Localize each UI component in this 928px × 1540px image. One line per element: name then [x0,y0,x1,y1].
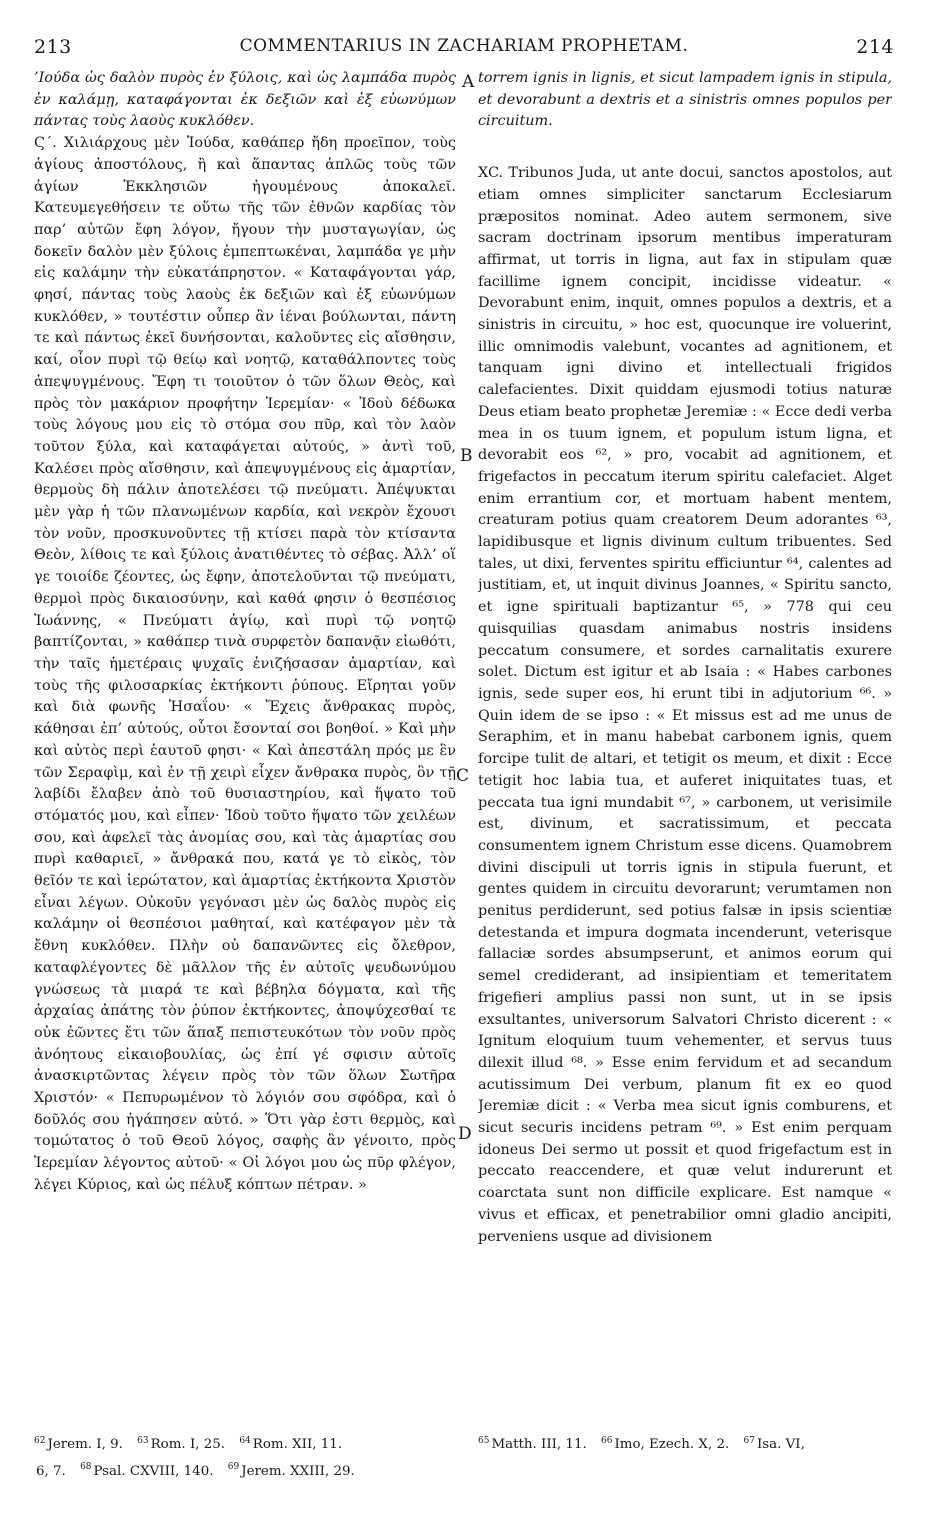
page-number-right: 214 [856,36,894,58]
greek-lemma: ’Ιούδα ὡς δαλὸν πυρὸς ἐν ξύλοις, καὶ ὡς λαμπάδα πυρὸς ἐν καλάμῃ, καταφάγονται ἐκ δεξιῶν καὶ ἐξ εὐωνύμων πάντας τοὺς λαοὺς κυκλόθεν. [34,70,456,130]
page-number-left: 213 [34,36,72,58]
footnote: $^{63}$ Rom. I, 25. [137,1436,226,1453]
greek-commentary: Ϛ΄. Χιλιάρχους μὲν Ἰούδα, καθάπερ ἤδη προεῖπον, τοὺς ἁγίους ἀποστόλους, ἢ καὶ ἅπαντας ἁπλῶς τοὺς τῶν ἁγίων Ἐκκλησιῶν ἡγουμένους ἀποκαλεῖ. Κατευμεγεθήσειν τε οὕτω τῆς τῶν ἐθνῶν καρδίας τὸν παρ’ αὐτῶν ἔφη λόγον, ἤγουν τὴν μυσταγωγίαν, ὡς δοκεῖν δαλὸν μὲν ξύλοις ἐμπεπτωκέναι, λαμπάδα γε μὴν εἰς καλάμην τὴν εὐκατάπρηστον. « Καταφάγονται γάρ, φησί, πάντας τοὺς λαοὺς ἐκ δεξιῶν καὶ ἐξ εὐωνύμων κυκλόθεν, » τουτέστιν οὗπερ ἂν ἱέναι βούλωνται, πάντη τε καὶ πάντως ἐκεῖ δυνήσονται, καλοῦντες εἰς αἴσθησιν, καί, οἷον πυρὶ τῷ θείῳ καὶ νοητῷ, καταθάλποντες τοὺς ἀπεψυγμένους. Ἔφη τι τοιοῦτον ὁ τῶν ὅλων Θεὸς, καὶ πρὸς τὸν μακάριον προφήτην Ἱερεμίαν· « Ἰδοὺ δέδωκα τοὺς λόγους μου εἰς τὸ στόμα σου πῦρ, καὶ τὸν λαὸν τοῦτον ξύλα, καὶ καταφάγεται αὐτούς, » ἀντὶ τοῦ, Καλέσει πρὸς αἴσθησιν, καὶ ἀπεψυγμένους εἰς ἁμαρτίαν, θερμοὺς δὴ πάλιν ἀποτελέσει τῷ πνεύματι. Ἀπέψυκται μὲν γὰρ ἡ τῶν πλανωμένων καρδία, καὶ νεκρὸν ἔχουσι τὸν νοῦν, προσκυνοῦντες τῇ κτίσει παρὰ τὸν κτίσαντα Θεὸν, λίθοις τε καὶ ξύλοις ἀνατιθέντες τὸ σέβας. Ἀλλ’ οἵ γε τοιοίδε ζέοντες, ὡς ἔφην, ἀποτελοῦνται τῷ πνεύματι, θερμοὶ πρὸς δικαιοσύνην, καὶ καθά φησιν ὁ θεσπέσιος Ἰωάννης, « Πνεύματι ἁγίῳ, καὶ πυρὶ τῷ νοητῷ βαπτίζονται, » καθάπερ τινὰ συρφετὸν δαπανᾷν εἰωθότι, τὴν ταῖς ἡμετέραις ψυχαῖς ἐνιζήσασαν ἁμαρτίαν, καὶ τοὺς τῆς φιλοσαρκίας ἐκτήκοντι ῥύπους. Εἴρηται γοῦν καὶ διὰ φωνῆς Ἡσαΐου· « Ἔχεις ἄνθρακας πυρὸς, κάθησαι ἐπ’ αὐτούς, οὗτοι ἔσονταί σοι βοηθοί. » Καὶ μὴν καὶ αὐτὸς περὶ ἑαυτοῦ φησι· « Καὶ ἀπεστάλη πρός με ἓν τῶν Σεραφὶμ, καὶ ἐν τῇ χειρὶ εἶχεν ἄνθρακα πυρὸς, ὃν τῇ λαβίδι ἔλαβεν ἀπὸ τοῦ θυσιαστηρίου, καὶ ἥψατο τοῦ στόματός μου, καὶ εἶπεν· Ἰδοὺ τοῦτο ἥψατο τῶν χειλέων σου, καὶ ἀφελεῖ τὰς ἀνομίας σου, καὶ τὰς ἁμαρτίας σου πυρὶ καθαριεῖ, » ἄνθρακά που, κατά γε τὸ εἰκὸς, τὸν θεῖόν τε καὶ ἱερώτατον, καὶ ἁμαρτίας ἐκτήκοντα Χριστὸν εἶναι λέγων. Οὐκοῦν γεγόνασι μὲν ὡς δαλὸς πυρὸς εἰς καλάμην οἱ θεσπέσιοι μαθηταί, καὶ κατέφαγον μὲν τὰ ἔθνη κυκλόθεν. Πλὴν οὐ δαπανῶντες εἰς ὄλεθρον, καταφλέγοντες δὲ μᾶλλον τῆς ἐν αὐτοῖς ψευδωνύμου γνώσεως τὰ μιαρά τε καὶ βέβηλα δόγματα, καὶ τῆς ἀρχαίας ἀπάτης τὸν ῥύπον ἐκτήκοντες, ἀποψύχεσθαί τε οὐκ ἐῶντες ἔτι τῶν ἅπαξ πεπιστευκότων τὸν νοῦν πρὸς ἀνόητους εἰκαιοβουλίας, ὡς ἐπί γέ σφισιν αὐτοῖς ἀνασκιρτῶντας λέγειν πρὸς τὸν τῶν ὅλων Σωτῆρα Χριστόν· « Πεπυρωμένον τὸ λόγιόν σου σφόδρα, καὶ ὁ δοῦλός σου ἠγάπησεν αὐτό. » Ὅτι γὰρ ἐστι θερμὸς, καὶ τομώτατος ὁ τοῦ Θεοῦ λόγος, σαφὴς ἂν γένοιτο, πρὸς Ἱερεμίαν λέγοντος αὐτοῦ· « Οἱ λόγοι μου ὡς πῦρ φλέγον, λέγει Κύριος, καὶ ὡς πέλυξ κόπτων πέτραν. » [34,135,456,1193]
footnote: $^{69}$ Jerem. XXIII, 29. [227,1462,355,1479]
margin-letter-d: D [458,1124,472,1144]
footnote: $^{66}$ Imo, Ezech. X, 2. [601,1436,730,1453]
footnote: 6, 7. [36,1463,66,1479]
footnote: $^{68}$ Psal. CXVIII, 140. [80,1462,214,1479]
running-title: COMMENTARIUS IN ZACHARIAM PROPHETAM. [239,36,689,56]
footnote: $^{67}$ Isa. VI, [743,1436,805,1453]
footnote: $^{62}$ Jerem. I, 9. [34,1436,123,1453]
footnotes-left [34,1430,464,1483]
margin-letter-c: C [456,766,470,786]
latin-commentary: XC. Tribunos Juda, ut ante docui, sanctos apostolos, aut etiam omnes simpliciter sanctarum Ecclesiarum præpositos nominat. Adeo autem sermonem, sive sacram doctrinam ipsorum mentibus imperaturam affirmat, ut torris in ligna, aut fax in stipulam quæ facillime ignem concipit, incidisse videatur. « Devorabunt enim, inquit, omnes populos a dextris, et a sinistris in circuitu, » hoc est, quocunque ire voluerint, illic omnimodis valebunt, vocantes ad agnitionem, et tanquam igni divino et intellectuali frigidos calefacientes. Dixit quiddam ejusmodi totius naturæ Deus etiam beato prophetæ Jeremiæ : « Ecce dedi verba mea in os tuum ignem, et populum istum ligna, et devorabit eos ⁶², » pro, vocabit ad agnitionem, et frigefactos in peccatum iterum spiritu calefaciet. Alget enim errantium cor, et mortuam habent mentem, creaturam potius quam creatorem Deum adorantes ⁶³, lapidibusque et lignis divinum cultum tribuentes. Sed tales, ut dixi, ferventes spiritu efficiuntur ⁶⁴, calentes ad justitiam, et, ut inquit divinus Joannes, « Spiritu sancto, et igne spirituali baptizantur ⁶⁵, » 778 qui ceu quisquilias quasdam animabus nostris insidens peccatum consumere, et sordes carnalitatis exurere solet. Dictum est igitur et ab Isaia : « Habes carbones ignis, sede super eos, hi erunt tibi in adjutorium ⁶⁶. » Quin idem de se ipso : « Et missus est ad me unus de Seraphim, et in manu habebat carbonem ignis, quem forcipe tulit de altari, et tetigit os meum, et dixit : Ecce tetigit hoc labia tua, et auferet iniquitates tuas, et peccata tua igni mundabit ⁶⁷, » carbonem, ut verisimile est, divinum, et sacratissimum, et peccata consumentem ignem Christum esse dicens. Quamobrem divini discipuli ut torris ignis in stipula fuerunt, et gentes quidem in circuitu devorarunt; verumtamen non penitus perdiderunt, sed potius falsæ in ipsis scientiæ detestanda et impura dogmata incenderunt, veterisque fallaciæ sordes absumpserunt, et animos eorum qui semel crediderant, ad insipientiam et temeritatem frigefieri amplius passi non sunt, ut in se ipsis exsultantes, universorum Salvatori Christo dicerent : « Ignitum eloquium tuum vehementer, et servus tuus dilexit illud ⁶⁸. » Esse enim fervidum et ad secandum acutissimum Dei verbum, planum fit ex eo quod Jeremiæ dicit : « Verba mea sicut ignis comburens, et sicut securis incidens petram ⁶⁹. » Est enim perquam idoneus Dei sermo ut possit et quod frigefactum est in peccato reaccendere, et quæ velut indurerunt et coarctata sunt non difficile explicare. Est namque « vivus et efficax, et penetrabilior omni gladio ancipiti, perveniens usque ad divisionem [478,165,892,1245]
footnote: $^{64}$ Rom. XII, 11. [239,1436,343,1453]
running-header [34,36,894,62]
latin-lemma: torrem ignis in lignis, et sicut lampadem ignis in stipula, et devorabunt a dextris et a sinistris omnes populos per circuitum. [478,70,892,130]
greek-column [34,68,456,1430]
margin-letter-b: B [460,446,473,466]
footnotes-right [478,1430,892,1456]
latin-column [478,68,892,1430]
margin-letter-a: A [462,72,475,92]
footnote: $^{65}$ Matth. III, 11. [478,1436,587,1453]
